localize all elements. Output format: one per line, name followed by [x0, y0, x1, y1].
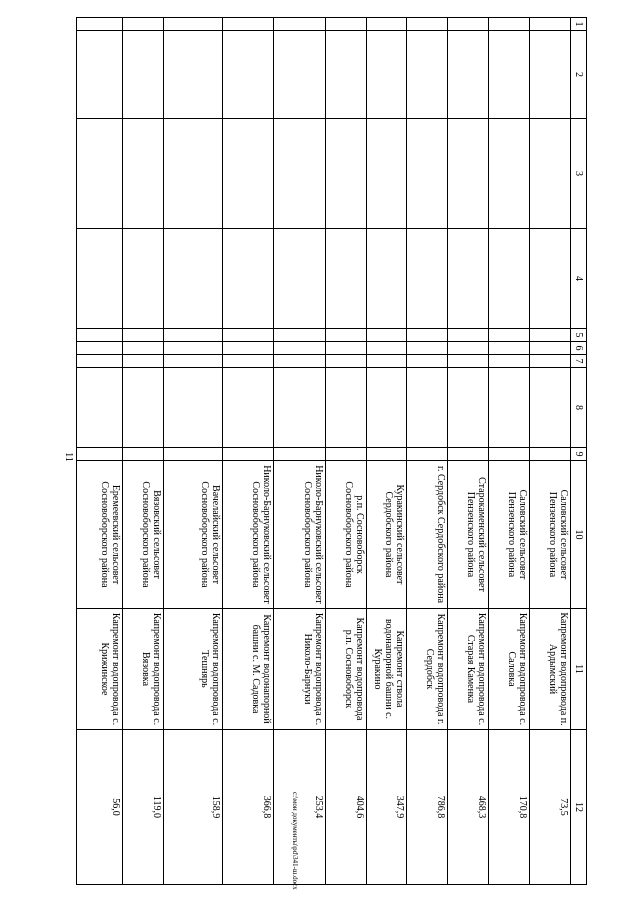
- table-cell-col10: Куракинский сельсовет Сердобского района: [366, 461, 407, 609]
- table-cell-col1: [530, 18, 571, 31]
- table-cell-col10: Вязовский сельсовет Сосновоборского района: [123, 461, 164, 609]
- table-row: [489, 18, 530, 885]
- table-cell-col2: [164, 31, 223, 119]
- table-cell-col4: [222, 229, 273, 329]
- table-cell-col12: 347,9: [366, 730, 407, 885]
- table-cell-col11: Капремонт водопровода с. Вязовка: [123, 609, 164, 730]
- table-cell-col2: [123, 31, 164, 119]
- table-cell-col3: [77, 119, 123, 229]
- table-cell-col5: [489, 329, 530, 342]
- table-cell-col4: [164, 229, 223, 329]
- table-cell-col1: [448, 18, 489, 31]
- table-cell-col10: Саловский сельсовет Пензенского района: [530, 461, 571, 609]
- table-cell-col12: 404,6: [325, 730, 366, 885]
- table-cell-col6: [123, 342, 164, 355]
- table-row: [448, 18, 489, 885]
- table-cell-col3: [164, 119, 223, 229]
- header-cell-7: 7: [571, 355, 587, 368]
- table-cell-col4: [530, 229, 571, 329]
- header-cell-12: 12: [571, 730, 587, 885]
- table-cell-col6: [448, 342, 489, 355]
- table-cell-col8: [489, 368, 530, 448]
- table-cell-col3: [366, 119, 407, 229]
- table-cell-col9: [274, 448, 325, 461]
- table-cell-col6: [325, 342, 366, 355]
- table-cell-col9: [164, 448, 223, 461]
- table-cell-col12: 158,9: [164, 730, 223, 885]
- table-cell-col3: [489, 119, 530, 229]
- table-cell-col4: [489, 229, 530, 329]
- table-cell-col1: [274, 18, 325, 31]
- table-cell-col1: [77, 18, 123, 31]
- table-row: [325, 18, 366, 885]
- table-cell-col7: [448, 355, 489, 368]
- table-cell-col11: Капремонт ствола водонапорной башни с. Куракино: [366, 609, 407, 730]
- table-cell-col6: [530, 342, 571, 355]
- table-cell-col4: [448, 229, 489, 329]
- table-cell-col12: 56,0: [77, 730, 123, 885]
- table-cell-col9: [222, 448, 273, 461]
- table-cell-col8: [407, 368, 448, 448]
- table-cell-col2: [489, 31, 530, 119]
- table-cell-col3: [222, 119, 273, 229]
- table-cell-col6: [274, 342, 325, 355]
- table-cell-col8: [123, 368, 164, 448]
- table-cell-col12: 786,8: [407, 730, 448, 885]
- table-cell-col2: [325, 31, 366, 119]
- table-cell-col5: [325, 329, 366, 342]
- header-cell-5: 5: [571, 329, 587, 342]
- table-row: [164, 18, 223, 885]
- table-cell-col10: р.п. Сосновоборск Сосновоборского района: [325, 461, 366, 609]
- table-cell-col2: [274, 31, 325, 119]
- rotated-table-container: [76, 17, 587, 884]
- table-cell-col9: [325, 448, 366, 461]
- header-row: [571, 18, 587, 885]
- table-cell-col10: Старокаменский сельсовет Пензенского района: [448, 461, 489, 609]
- table-cell-col12: 73,5: [530, 730, 571, 885]
- table-cell-col7: [530, 355, 571, 368]
- table-cell-col2: [77, 31, 123, 119]
- table-cell-col7: [123, 355, 164, 368]
- table-cell-col10: Вачелайский сельсовет Сосновоборского района: [164, 461, 223, 609]
- table-cell-col4: [366, 229, 407, 329]
- table-cell-col12: 366,8: [222, 730, 273, 885]
- header-cell-6: 6: [571, 342, 587, 355]
- table-cell-col11: Капремонт водопровода р.п. Сосновоборск: [325, 609, 366, 730]
- table-cell-col7: [366, 355, 407, 368]
- table-cell-col5: [274, 329, 325, 342]
- table-cell-col6: [407, 342, 448, 355]
- table-cell-col3: [407, 119, 448, 229]
- table-cell-col8: [448, 368, 489, 448]
- table-cell-col5: [164, 329, 223, 342]
- header-cell-4: 4: [571, 229, 587, 329]
- header-cell-8: 8: [571, 368, 587, 448]
- table-cell-col10: Саловский сельсовет Пензенского района: [489, 461, 530, 609]
- table-cell-col3: [123, 119, 164, 229]
- table-cell-col3: [274, 119, 325, 229]
- table-cell-col9: [530, 448, 571, 461]
- table-cell-col8: [325, 368, 366, 448]
- header-cell-2: 2: [571, 31, 587, 119]
- table-cell-col6: [222, 342, 273, 355]
- table-cell-col11: Капремонт водопровода с. Тешнярь: [164, 609, 223, 730]
- header-cell-1: 1: [571, 18, 587, 31]
- table-cell-col9: [77, 448, 123, 461]
- header-cell-3: 3: [571, 119, 587, 229]
- table-cell-col5: [448, 329, 489, 342]
- table-cell-col12: 119,0: [123, 730, 164, 885]
- table-cell-col2: [530, 31, 571, 119]
- table-cell-col8: [164, 368, 223, 448]
- table-cell-col11: Капремонт водонапорной башни с. М. Садовка: [222, 609, 273, 730]
- table-row: [366, 18, 407, 885]
- table-cell-col1: [489, 18, 530, 31]
- table-cell-col8: [366, 368, 407, 448]
- table-cell-col12: 170,8: [489, 730, 530, 885]
- table-cell-col11: Капремонт водопровода с. Николо-Барнуки: [274, 609, 325, 730]
- table-cell-col9: [448, 448, 489, 461]
- table-cell-col4: [77, 229, 123, 329]
- table-row: [274, 18, 325, 885]
- table-cell-col4: [325, 229, 366, 329]
- page-number: 11: [63, 452, 74, 462]
- table-cell-col7: [274, 355, 325, 368]
- table-body: [77, 18, 571, 885]
- table-cell-col6: [489, 342, 530, 355]
- table-cell-col1: [407, 18, 448, 31]
- footer-file-path: c:\мои документы\pd\341-ш.docx: [291, 792, 299, 890]
- table-cell-col11: Капремонт водопровода с. Саловка: [489, 609, 530, 730]
- table-cell-col5: [366, 329, 407, 342]
- table-cell-col3: [530, 119, 571, 229]
- table-cell-col7: [164, 355, 223, 368]
- table-cell-col2: [222, 31, 273, 119]
- table-row: [123, 18, 164, 885]
- table-cell-col4: [123, 229, 164, 329]
- table-cell-col1: [164, 18, 223, 31]
- table-cell-col6: [77, 342, 123, 355]
- header-cell-9: 9: [571, 448, 587, 461]
- table-cell-col11: Капремонт водопровода п. Ардымский: [530, 609, 571, 730]
- table-cell-col1: [123, 18, 164, 31]
- table-cell-col3: [448, 119, 489, 229]
- table-cell-col7: [222, 355, 273, 368]
- table-cell-col9: [366, 448, 407, 461]
- table-cell-col5: [407, 329, 448, 342]
- table-cell-col5: [77, 329, 123, 342]
- table-cell-col7: [325, 355, 366, 368]
- table-cell-col10: Николо-Барнуковский сельсовет Сосновоборского района: [274, 461, 325, 609]
- table-cell-col5: [530, 329, 571, 342]
- table-cell-col7: [407, 355, 448, 368]
- table-cell-col4: [274, 229, 325, 329]
- table-cell-col8: [530, 368, 571, 448]
- table-cell-col5: [222, 329, 273, 342]
- table-cell-col9: [407, 448, 448, 461]
- header-cell-11: 11: [571, 609, 587, 730]
- table-row: [530, 18, 571, 885]
- table-cell-col9: [489, 448, 530, 461]
- table-cell-col7: [489, 355, 530, 368]
- table-cell-col8: [222, 368, 273, 448]
- budget-table: [76, 17, 587, 885]
- table-cell-col11: Капремонт водопровода с. Старая Каменка: [448, 609, 489, 730]
- table-cell-col12: 253,4: [274, 730, 325, 885]
- table-cell-col1: [325, 18, 366, 31]
- table-cell-col8: [77, 368, 123, 448]
- table-row: [222, 18, 273, 885]
- table-cell-col2: [366, 31, 407, 119]
- table-cell-col6: [164, 342, 223, 355]
- table-cell-col10: Николо-Барнуковский сельсовет Сосновоборского района: [222, 461, 273, 609]
- table-cell-col10: г. Сердобск Сердобского района: [407, 461, 448, 609]
- table-cell-col4: [407, 229, 448, 329]
- table-row: [407, 18, 448, 885]
- table-cell-col8: [274, 368, 325, 448]
- table-cell-col6: [366, 342, 407, 355]
- table-cell-col1: [222, 18, 273, 31]
- table-cell-col5: [123, 329, 164, 342]
- table-cell-col11: Капремонт водопровода с. Крижинское: [77, 609, 123, 730]
- table-cell-col3: [325, 119, 366, 229]
- table-cell-col2: [407, 31, 448, 119]
- table-row: [77, 18, 123, 885]
- header-cell-10: 10: [571, 461, 587, 609]
- table-cell-col7: [77, 355, 123, 368]
- table-cell-col11: Капремонт водопровода г. Сердобск: [407, 609, 448, 730]
- table-cell-col12: 468,3: [448, 730, 489, 885]
- table-cell-col2: [448, 31, 489, 119]
- table-cell-col9: [123, 448, 164, 461]
- table-cell-col10: Еремеевский сельсовет Сосновоборского района: [77, 461, 123, 609]
- table-cell-col1: [366, 18, 407, 31]
